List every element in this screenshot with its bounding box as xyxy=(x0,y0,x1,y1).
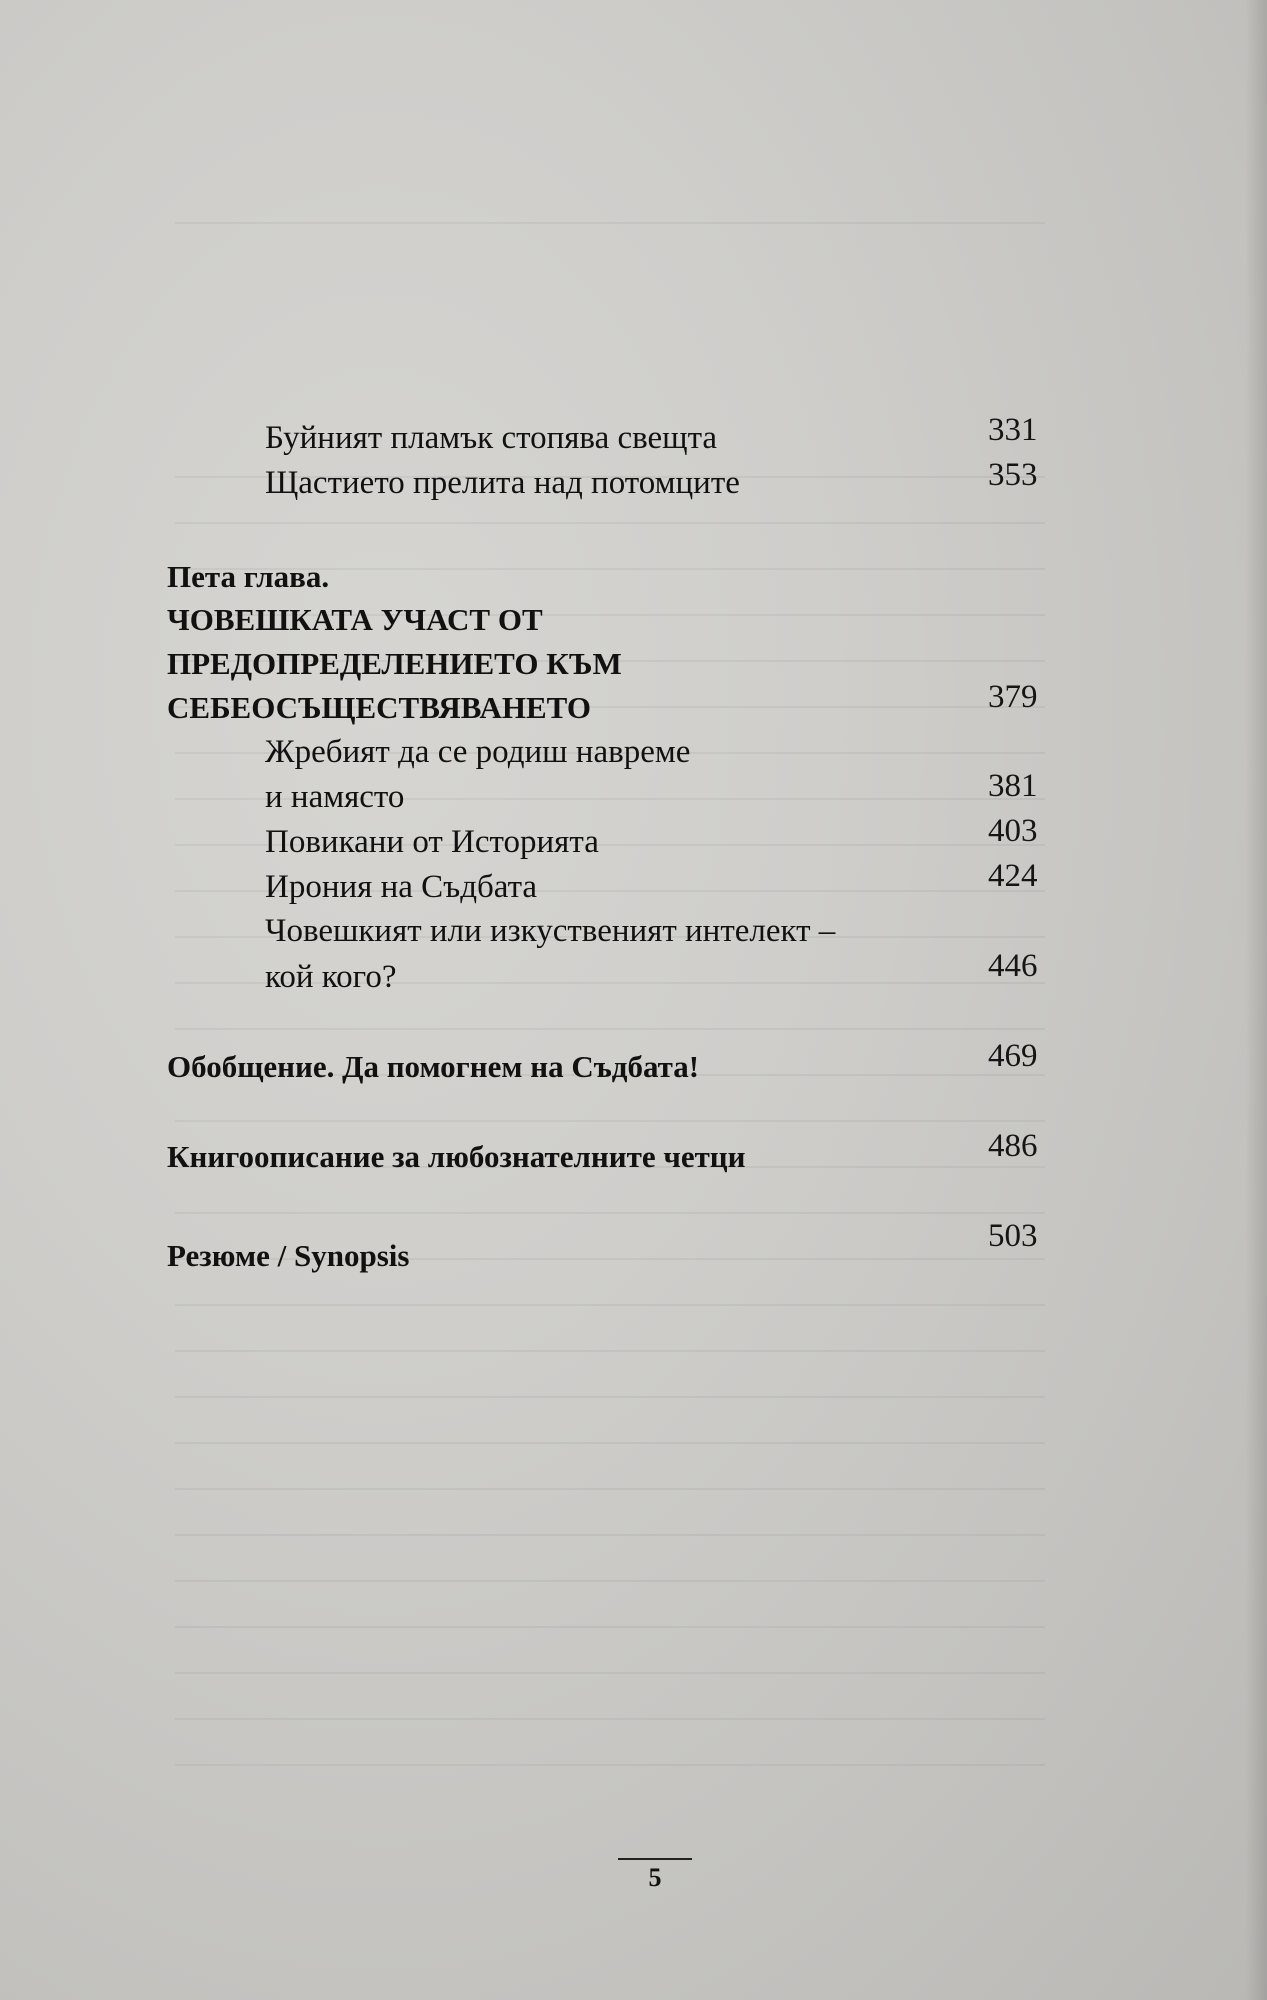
toc-section-title: Книгоописание за любознателните четци xyxy=(167,1139,746,1174)
chapter-title-line: СЕБЕОСЪЩЕСТВЯВАНЕТО xyxy=(167,690,592,725)
toc-entry-title-continued: и намясто xyxy=(265,779,405,815)
toc-page-number: 446 xyxy=(988,948,1038,984)
toc-entry-title: Щастието прелита над потомците xyxy=(265,465,740,501)
toc-page-number: 381 xyxy=(988,768,1038,804)
show-through-line xyxy=(175,1764,1045,1766)
toc-page-number: 424 xyxy=(988,858,1038,894)
show-through-line xyxy=(175,1534,1045,1536)
toc-page-number: 331 xyxy=(988,412,1038,448)
show-through-line xyxy=(175,1396,1045,1398)
page-number: 5 xyxy=(648,1863,662,1892)
toc-page-number: 403 xyxy=(988,813,1038,849)
chapter-title-line: ПРЕДОПРЕДЕЛЕНИЕТО КЪМ xyxy=(167,646,622,681)
folio-rule xyxy=(618,1858,692,1860)
toc-section-title: Обобщение. Да помогнем на Съдбата! xyxy=(167,1049,700,1084)
toc-entry-title: Буйният пламък стопява свещта xyxy=(265,420,718,456)
show-through-line xyxy=(175,1028,1045,1030)
show-through-line xyxy=(175,522,1045,524)
show-through-line xyxy=(175,1212,1045,1214)
page-edge-shadow xyxy=(1245,0,1267,2000)
toc-entry-title: Ирония на Съдбата xyxy=(265,869,538,905)
toc-entry-title: Жребият да се родиш навреме xyxy=(265,734,691,770)
show-through-line xyxy=(175,1120,1045,1122)
toc-page-number: 503 xyxy=(988,1218,1038,1254)
toc-entry-title-continued: кой кого? xyxy=(265,959,397,995)
toc-page-number: 379 xyxy=(988,679,1038,715)
toc-entry-title: Повикани от Историята xyxy=(265,824,599,860)
toc-entry-title: Човешкият или изкуственият интелект – xyxy=(265,913,836,949)
show-through-line xyxy=(175,1672,1045,1674)
toc-page-number: 353 xyxy=(988,457,1038,493)
show-through-line xyxy=(175,1580,1045,1582)
show-through-line xyxy=(175,1488,1045,1490)
show-through-line xyxy=(175,1304,1045,1306)
toc-page-number: 469 xyxy=(988,1038,1038,1074)
show-through-line xyxy=(175,1718,1045,1720)
show-through-line xyxy=(175,222,1045,224)
show-through-line xyxy=(175,1442,1045,1444)
chapter-label: Пета глава. xyxy=(167,559,330,594)
chapter-title-line: ЧОВЕШКАТА УЧАСТ ОТ xyxy=(167,602,543,637)
show-through-line xyxy=(175,1350,1045,1352)
show-through-line xyxy=(175,1626,1045,1628)
toc-page-number: 486 xyxy=(988,1128,1038,1164)
toc-section-title: Резюме / Synopsis xyxy=(167,1238,410,1273)
